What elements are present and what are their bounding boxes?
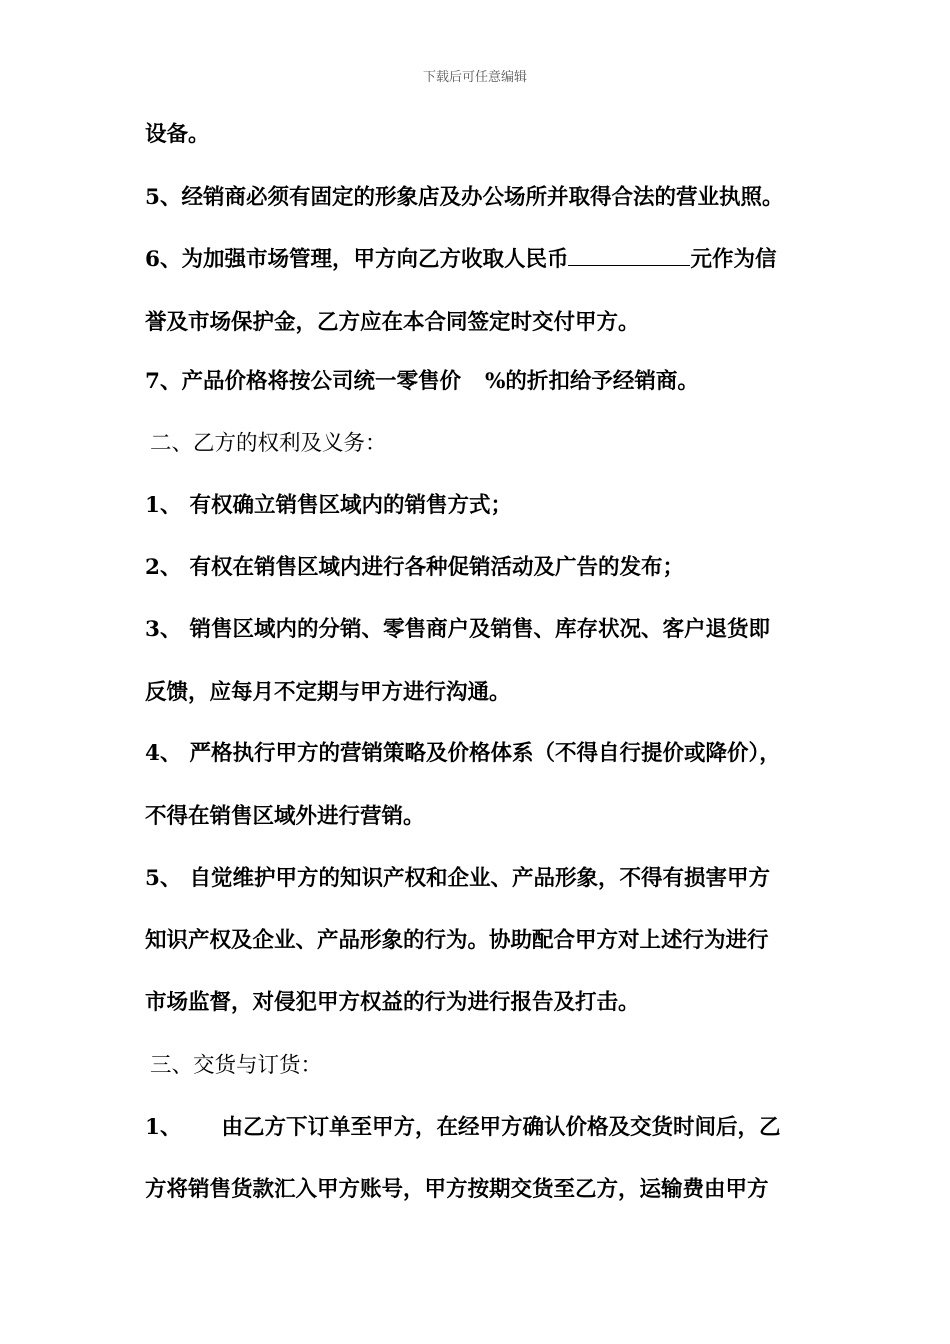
paragraph-line: 不得在销售区域外进行营销。 bbox=[145, 804, 425, 829]
paragraph-line bbox=[145, 245, 825, 275]
paragraph-line: 誉及市场保护金，乙方应在本合同签定时交付甲方。 bbox=[145, 310, 640, 335]
item-text: 自觉维护甲方的知识产权和企业、产品形象，不得有损害甲方 bbox=[189, 866, 770, 891]
paragraph-line: 5、经销商必须有固定的形象店及办公场所并取得合法的营业执照。 bbox=[145, 185, 784, 210]
paragraph-line: 方将销售货款汇入甲方账号，甲方按期交货至乙方，运输费由甲方 bbox=[145, 1177, 769, 1202]
text-segment: 7、产品价格将按公司统一零售价 bbox=[145, 369, 461, 394]
text-segment: 元作为信 bbox=[690, 247, 777, 272]
item-text: 由乙方下订单至甲方，在经甲方确认价格及交货时间后，乙 bbox=[221, 1115, 781, 1140]
section-heading: 二、乙方的权利及义务： bbox=[150, 431, 387, 456]
page-header-note: 下载后可任意编辑 bbox=[422, 70, 527, 85]
item-number: 1、 bbox=[145, 493, 182, 518]
paragraph-line: 知识产权及企业、产品形象的行为。协助配合甲方对上述行为进行 bbox=[145, 928, 769, 953]
item-number: 5、 bbox=[145, 866, 182, 891]
item-number: 3、 bbox=[145, 617, 182, 642]
list-item bbox=[145, 739, 825, 769]
text-segment: %的折扣给予经销商。 bbox=[484, 369, 699, 394]
item-text: 有权在销售区域内进行各种促销活动及广告的发布； bbox=[189, 555, 684, 580]
item-number: 2、 bbox=[145, 555, 182, 580]
text-segment: 6、为加强市场管理，甲方向乙方收取人民币 bbox=[145, 247, 569, 272]
paragraph-line: 市场监督，对侵犯甲方权益的行为进行报告及打击。 bbox=[145, 990, 640, 1015]
list-item bbox=[145, 615, 825, 645]
item-text: 销售区域内的分销、零售商户及销售、库存状况、客户退货即 bbox=[189, 617, 770, 642]
section-heading: 三、交货与订货： bbox=[150, 1053, 323, 1078]
list-item bbox=[145, 491, 825, 521]
item-text: 严格执行甲方的营销策略及价格体系（不得自行提价或降价）， bbox=[189, 741, 781, 766]
paragraph-line: 反馈，应每月不定期与甲方进行沟通。 bbox=[145, 680, 511, 705]
item-number: 4、 bbox=[145, 741, 182, 766]
item-text: 有权确立销售区域内的销售方式； bbox=[189, 493, 512, 518]
paragraph-line: 设备。 bbox=[145, 122, 210, 147]
list-item bbox=[145, 553, 825, 583]
item-number: 1、 bbox=[145, 1115, 182, 1140]
list-item bbox=[145, 1113, 825, 1143]
fill-in-blank bbox=[568, 245, 690, 266]
paragraph-line bbox=[145, 367, 825, 397]
list-item bbox=[145, 864, 825, 894]
